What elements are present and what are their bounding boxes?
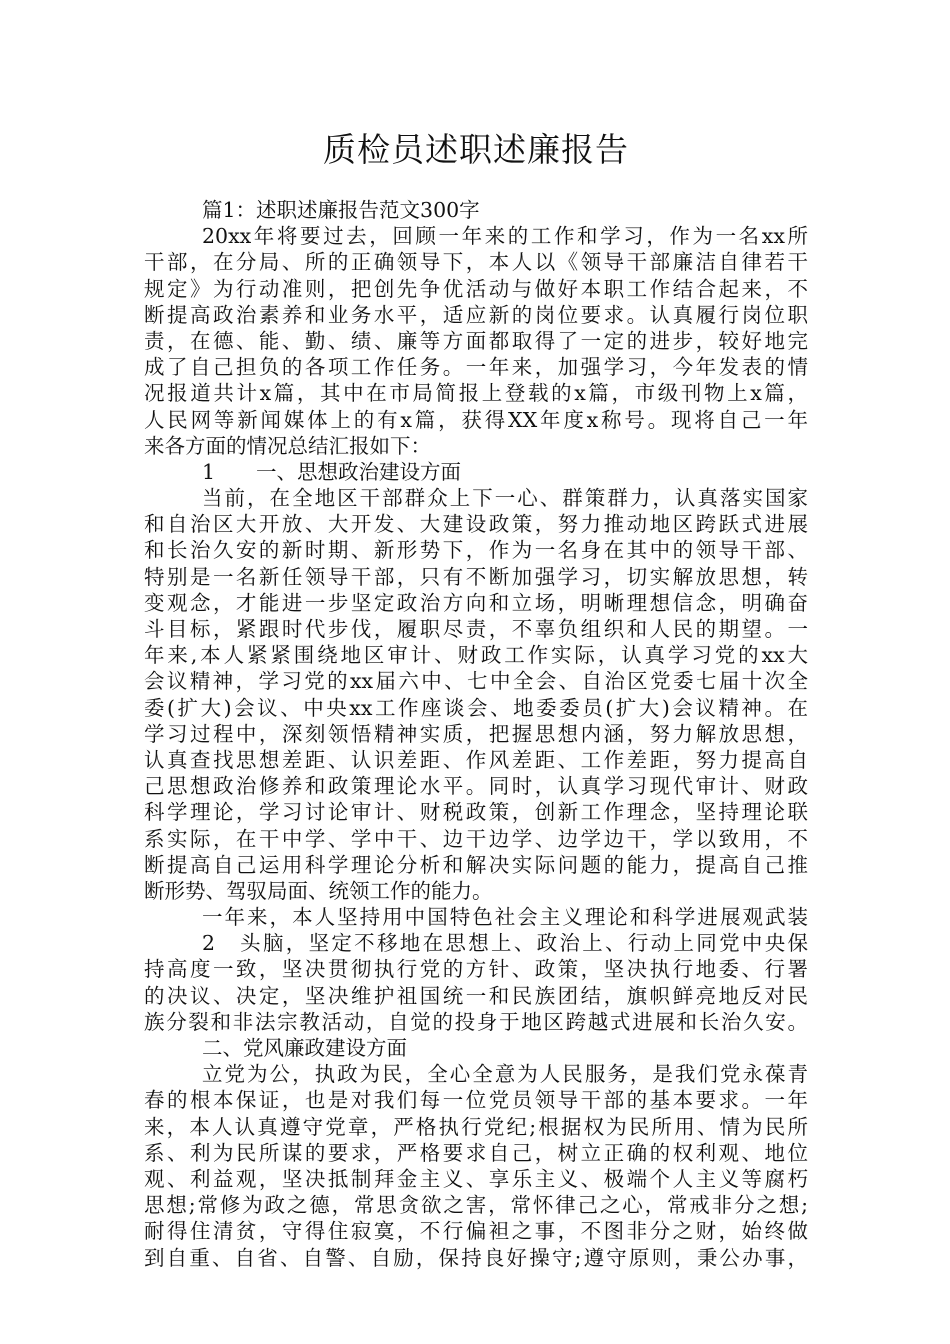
text-line: 思想;常修为政之德，常思贪欲之害，常怀律己之心，常戒非分之想; [144,1193,808,1218]
text-line: 认真查找思想差距、认识差距、作风差距、工作差距，努力提高自 [144,747,808,772]
text-line: 族分裂和非法宗教活动，自觉的投身于地区跨越式进展和长治久安。 [144,1009,808,1034]
text-line: 断提高自己运用科学理论分析和解决实际问题的能力，提高自己推 [144,852,808,877]
text-line: 责，在德、能、勤、绩、廉等方面都取得了一定的进步，较好地完 [144,328,808,353]
text-line: 来各方面的情况总结汇报如下： [144,433,431,458]
text-line: 到自重、自省、自警、自励，保持良好操守;遵守原则，秉公办事， [144,1245,808,1270]
document-title: 质检员述职述廉报告 [323,130,629,169]
text-line: 篇1：述职述廉报告范文300字 [202,198,480,222]
text-line: 系、利为民所谋的要求，严格要求自己，树立正确的权利观、地位 [144,1140,808,1165]
text-line: 成了自己担负的各项工作任务。一年来，加强学习，今年发表的情 [144,355,808,380]
text-line: 和长治久安的新时期、新形势下，作为一名身在其中的领导干部、 [144,538,808,563]
text-line: 春的根本保证，也是对我们每一位党员领导干部的基本要求。一年 [144,1088,808,1113]
text-line: 2 头脑，坚定不移地在思想上、政治上、行动上同党中央保 [202,931,808,956]
text-line: 持高度一致，坚决贯彻执行党的方针、政策，坚决执行地委、行署 [144,957,808,982]
text-line: 20xx年将要过去，回顾一年来的工作和学习，作为一名xx所 [202,224,808,249]
text-line: 特别是一名新任领导干部，只有不断加强学习，切实解放思想，转 [144,564,808,589]
text-line: 干部，在分局、所的正确领导下，本人以《领导干部廉洁自律若干 [144,250,808,275]
text-line: 耐得住清贫，守得住寂寞，不行偏袒之事，不图非分之财，始终做 [144,1219,808,1244]
text-line: 斗目标，紧跟时代步伐，履职尽责，不辜负组织和人民的期望。一 [144,617,808,641]
text-line: 一年来，本人坚持用中国特色社会主义理论和科学进展观武装 [202,905,808,930]
text-line: 规定》为行动准则，把创先争优活动与做好本职工作结合起来，不 [144,276,808,301]
text-line: 观、利益观，坚决抵制拜金主义、享乐主义、极端个人主义等腐朽 [144,1166,808,1191]
text-line: 二、党风廉政建设方面 [202,1036,407,1060]
text-line: 况报道共计x篇，其中在市局简报上登载的x篇，市级刊物上x篇， [144,381,808,406]
text-line: 年来,本人紧紧围绕地区审计、财政工作实际，认真学习党的xx大 [144,643,808,668]
text-line: 来，本人认真遵守党章，严格执行党纪;根据权为民所用、情为民所 [144,1114,808,1139]
document-body [144,197,808,1271]
text-line: 委(扩大)会议、中央xx工作座谈会、地委委员(扩大)会议精神。在 [144,695,808,720]
text-line: 的决议、决定，坚决维护祖国统一和民族团结，旗帜鲜亮地反对民 [144,983,808,1008]
text-line: 和自治区大开放、大开发、大建设政策，努力推动地区跨跃式进展 [144,512,808,537]
text-line: 立党为公，执政为民，全心全意为人民服务，是我们党永葆青 [202,1062,808,1087]
text-line: 人民网等新闻媒体上的有x篇，获得XX年度x称号。现将自己一年 [144,407,808,432]
text-line: 学习过程中，深刻领悟精神实质，把握思想内涵，努力解放思想， [144,721,808,746]
text-line: 1 一、思想政治建设方面 [202,459,462,484]
text-line: 会议精神，学习党的xx届六中、七中全会、自治区党委七届十次全 [144,669,808,694]
text-line: 断提高政治素养和业务水平，适应新的岗位要求。认真履行岗位职 [144,302,808,327]
text-line: 当前，在全地区干部群众上下一心、群策群力，认真落实国家 [202,486,808,511]
text-line: 系实际，在干中学、学中干、边干边学、边学边干，学以致用，不 [144,826,808,851]
text-line: 断形势、驾驭局面、统领工作的能力。 [144,878,493,903]
text-line: 科学理论，学习讨论审计、财税政策，创新工作理念，坚持理论联 [144,800,808,825]
text-line: 变观念，才能进一步坚定政治方向和立场，明晰理想信念，明确奋 [144,590,808,615]
text-line: 己思想政治修养和政策理论水平。同时，认真学习现代审计、财政 [144,774,808,799]
